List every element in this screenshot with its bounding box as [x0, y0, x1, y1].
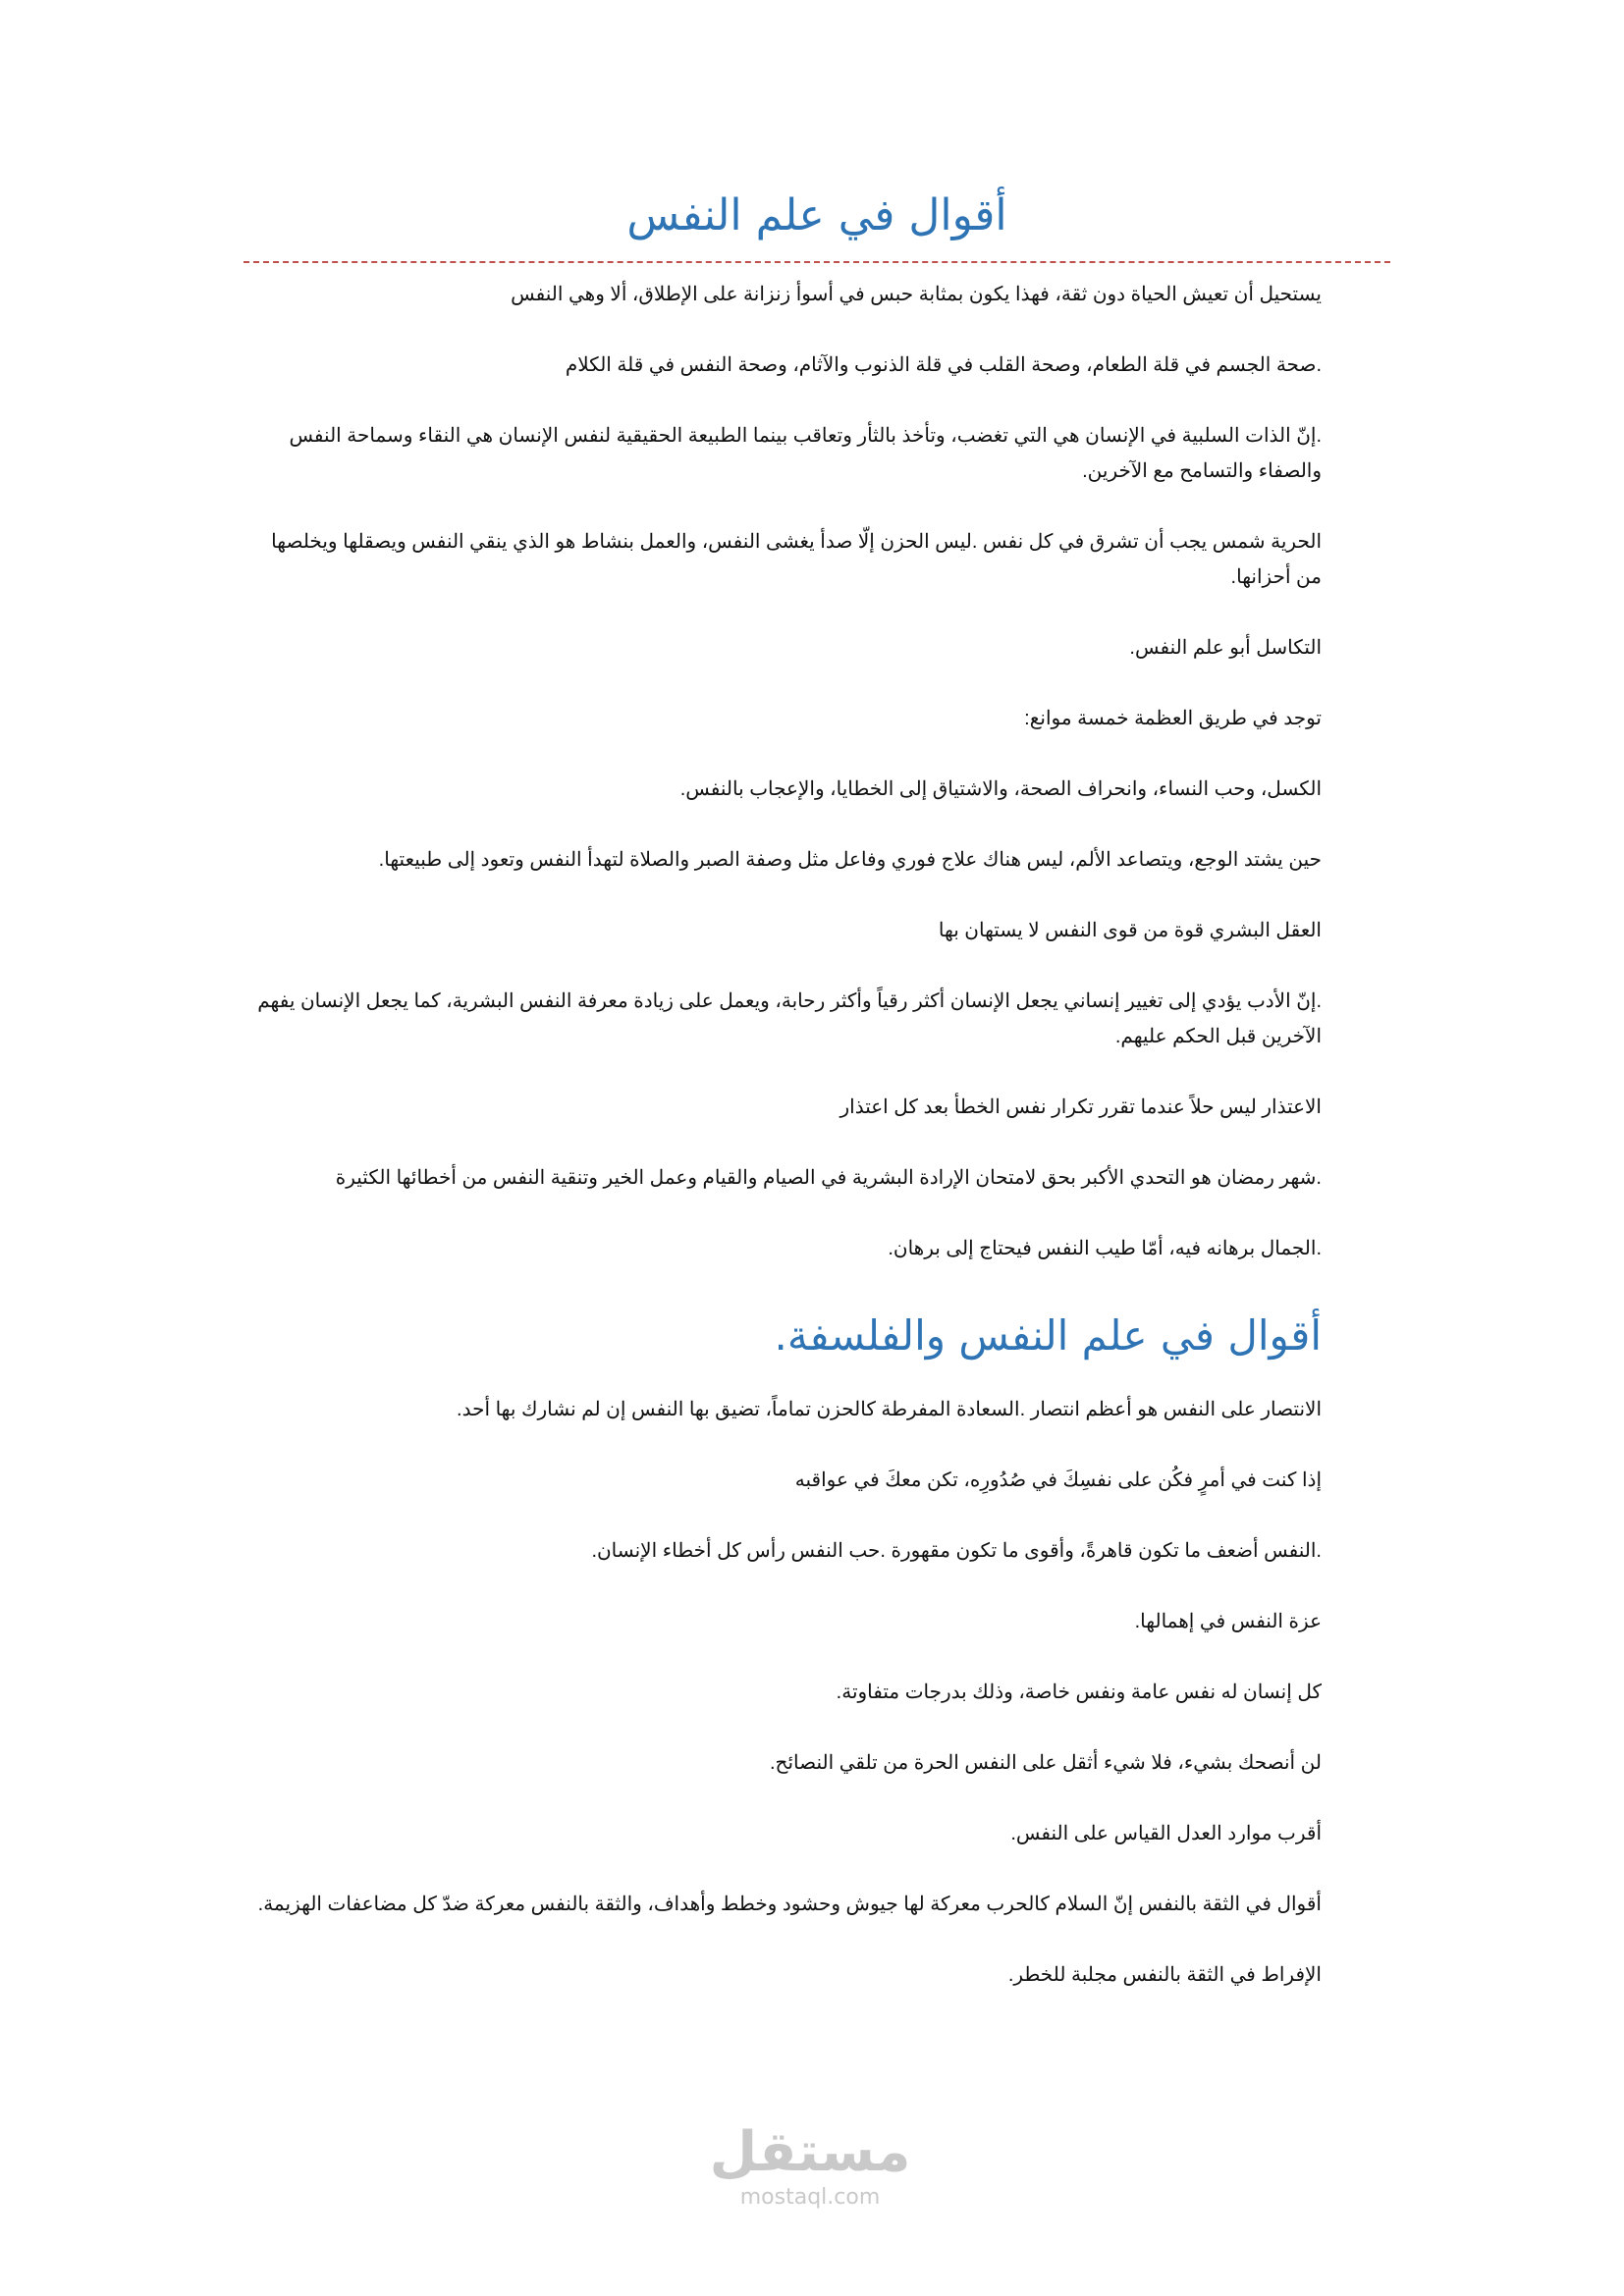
mostaql-watermark: [687, 2120, 933, 2211]
quote-paragraph: توجد في طريق العظمة خمسة موانع:: [1024, 708, 1322, 729]
quote-paragraph: أقرب موارد العدل القياس على النفس.: [1010, 1823, 1322, 1844]
quote-paragraph: عزة النفس في إهمالها.: [1134, 1611, 1322, 1632]
quote-paragraph: .صحة الجسم في قلة الطعام، وصحة القلب في قلة الذنوب والآثام، وصحة النفس في قلة الكلام: [565, 354, 1322, 376]
document-page: [244, 177, 1390, 2028]
quote-paragraph: حين يشتد الوجع، ويتصاعد الألم، ليس هناك علاج فوري وفاعل مثل وصفة الصبر والصلاة لتهدأ النفس وتعود إلى طبيعتها.: [378, 849, 1322, 871]
quote-paragraph: .الجمال برهانه فيه، أمّا طيب النفس فيحتاج إلى برهان.: [888, 1238, 1322, 1259]
section-quotes-psychology: [244, 277, 1390, 1266]
quote-paragraph: .إنّ الذات السلبية في الإنسان هي التي تغضب، وتأخذ بالثأر وتعاقب بينما الطبيعة الحقيقية لنفس الإنسان هي النقاء وسماحة النفس والصفاء والتسامح مع الآخرين.: [289, 425, 1322, 482]
title-divider: [244, 261, 1390, 263]
quote-paragraph: الإفراط في الثقة بالنفس مجلبة للخطر.: [1007, 1964, 1322, 1986]
section-heading-philosophy: أقوال في علم النفس والفلسفة.: [774, 1311, 1322, 1360]
watermark-logo-latin: mostaql.com: [739, 2185, 881, 2210]
quote-paragraph: التكاسل أبو علم النفس.: [1129, 637, 1322, 659]
quote-paragraph: الاعتذار ليس حلاً عندما تقرر تكرار نفس الخطأ بعد كل اعتذار: [839, 1096, 1322, 1118]
watermark-logo-arabic: مستقل: [709, 2120, 911, 2184]
quote-paragraph: إذا كنت في أمرٍ فكُن على نفسِكَ في صُدُورِه، تكن معكَ في عواقبه: [794, 1469, 1322, 1491]
quote-paragraph: الانتصار على النفس هو أعظم انتصار .السعادة المفرطة كالحزن تماماً، تضيق بها النفس إن لم نشارك بها أحد.: [457, 1399, 1322, 1420]
quote-paragraph: العقل البشري قوة من قوى النفس لا يستهان بها: [938, 920, 1322, 941]
quote-paragraph: لن أنصحك بشيء، فلا شيء أثقل على النفس الحرة من تلقي النصائح.: [770, 1752, 1322, 1774]
quote-paragraph: .النفس أضعف ما تكون قاهرةً، وأقوى ما تكون مقهورة .حب النفس رأس كل أخطاء الإنسان.: [591, 1540, 1322, 1562]
quote-paragraph: .إنّ الأدب يؤدي إلى تغيير إنساني يجعل الإنسان أكثر رقياً وأكثر رحابة، ويعمل على زيادة معرفة النفس البشرية، كما يجعل الإنسان يفهم الآخرين قبل الحكم عليهم.: [257, 990, 1322, 1047]
quote-paragraph: يستحيل أن تعيش الحياة دون ثقة، فهذا يكون بمثابة حبس في أسوأ زنزانة على الإطلاق، ألا وهي النفس: [511, 284, 1322, 305]
quote-paragraph: الكسل، وحب النساء، وانحراف الصحة، والاشتياق إلى الخطايا، والإعجاب بالنفس.: [679, 778, 1322, 800]
section-quotes-philosophy: [244, 1392, 1390, 1993]
quote-paragraph: كل إنسان له نفس عامة ونفس خاصة، وذلك بدرجات متفاوتة.: [836, 1682, 1322, 1703]
quote-paragraph: الحرية شمس يجب أن تشرق في كل نفس .ليس الحزن إلّا صدأ يغشى النفس، والعمل بنشاط هو الذي ينقي النفس ويصقلها ويخلصها من أحزانها.: [271, 531, 1322, 588]
quote-paragraph: .شهر رمضان هو التحدي الأكبر بحق لامتحان الإرادة البشرية في الصيام والقيام وعمل الخير وتنقية النفس من أخطائها الكثيرة: [335, 1167, 1322, 1189]
quote-paragraph: أقوال في الثقة بالنفس إنّ السلام كالحرب معركة لها جيوش وحشود وخطط وأهداف، والثقة بالنفس معركة ضدّ كل مضاعفات الهزيمة.: [257, 1894, 1322, 1915]
page-title: أقوال في علم النفس: [626, 190, 1007, 240]
